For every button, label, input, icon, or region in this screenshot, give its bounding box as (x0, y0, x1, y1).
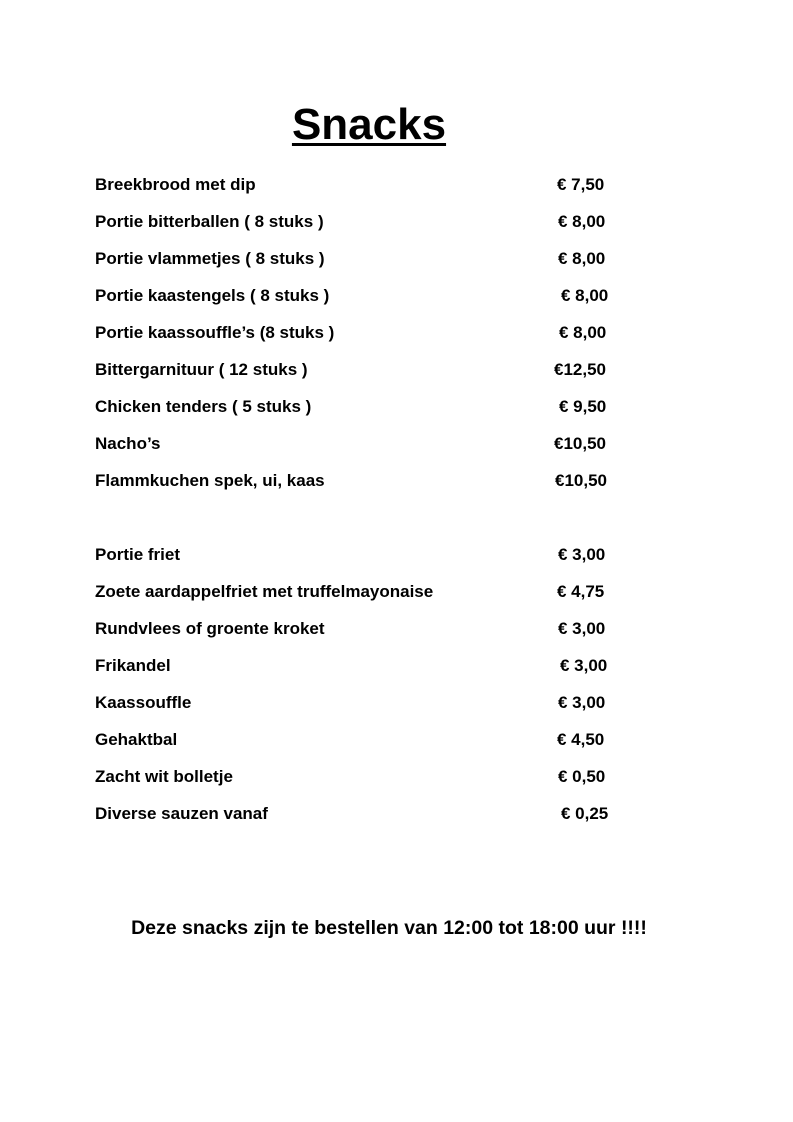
menu-item-price: € 8,00 (558, 212, 606, 231)
menu-item (0, 581, 793, 603)
menu-item-price: € 3,00 (558, 619, 606, 638)
menu-item (0, 322, 793, 344)
menu-item (0, 544, 793, 566)
menu-item-name: Diverse sauzen vanaf (95, 804, 268, 823)
menu-item-name: Kaassouffle (95, 693, 192, 712)
menu-item-name: Chicken tenders ( 5 stuks ) (95, 397, 312, 416)
menu-item (0, 655, 793, 677)
menu-item-name: Nacho’s (95, 434, 161, 453)
menu-item-price: € 7,50 (557, 175, 605, 194)
menu-item-name: Zoete aardappelfriet met truffelmayonaise (95, 582, 434, 601)
menu-item-price: €10,50 (554, 434, 606, 453)
menu-item (0, 729, 793, 751)
menu-item (0, 285, 793, 307)
menu-item (0, 618, 793, 640)
menu-item-name: Portie kaastengels ( 8 stuks ) (95, 286, 330, 305)
menu-item-price: € 3,00 (558, 545, 606, 564)
menu-item-name: Breekbrood met dip (95, 175, 256, 194)
menu-item (0, 248, 793, 270)
menu-item (0, 359, 793, 381)
menu-item-price: € 3,00 (558, 693, 606, 712)
menu-item (0, 766, 793, 788)
page-title: Snacks (291, 100, 447, 149)
menu-item-name: Rundvlees of groente kroket (95, 619, 325, 638)
menu-item-name: Portie kaassouffle’s (8 stuks ) (95, 323, 335, 342)
menu-item-price: € 8,00 (559, 323, 607, 342)
menu-item-price: € 9,50 (559, 397, 607, 416)
menu-item (0, 692, 793, 714)
menu-item-name: Flammkuchen spek, ui, kaas (95, 471, 325, 490)
menu-item-price: € 0,50 (558, 767, 606, 786)
menu-item (0, 396, 793, 418)
menu-item-name: Portie friet (95, 545, 181, 564)
footer-note: Deze snacks zijn te bestellen van 12:00 tot 18:00 uur !!!! (131, 917, 647, 939)
menu-item-price: €10,50 (555, 471, 607, 490)
menu-item-price: € 3,00 (560, 656, 608, 675)
menu-item (0, 433, 793, 455)
menu-item-price: € 4,75 (557, 582, 605, 601)
menu-item (0, 174, 793, 196)
menu-item (0, 803, 793, 825)
menu-item-name: Gehaktbal (95, 730, 178, 749)
menu-item-price: €12,50 (554, 360, 606, 379)
menu-item-name: Portie vlammetjes ( 8 stuks ) (95, 249, 325, 268)
menu-item-price: € 8,00 (561, 286, 609, 305)
menu-item (0, 470, 793, 492)
menu-item-name: Bittergarnituur ( 12 stuks ) (95, 360, 308, 379)
menu-item-price: € 8,00 (558, 249, 606, 268)
menu-item-name: Frikandel (95, 656, 171, 675)
menu-item-name: Portie bitterballen ( 8 stuks ) (95, 212, 324, 231)
menu-item-price: € 4,50 (557, 730, 605, 749)
menu-item-price: € 0,25 (561, 804, 609, 823)
menu-item (0, 211, 793, 233)
menu-item-name: Zacht wit bolletje (95, 767, 233, 786)
